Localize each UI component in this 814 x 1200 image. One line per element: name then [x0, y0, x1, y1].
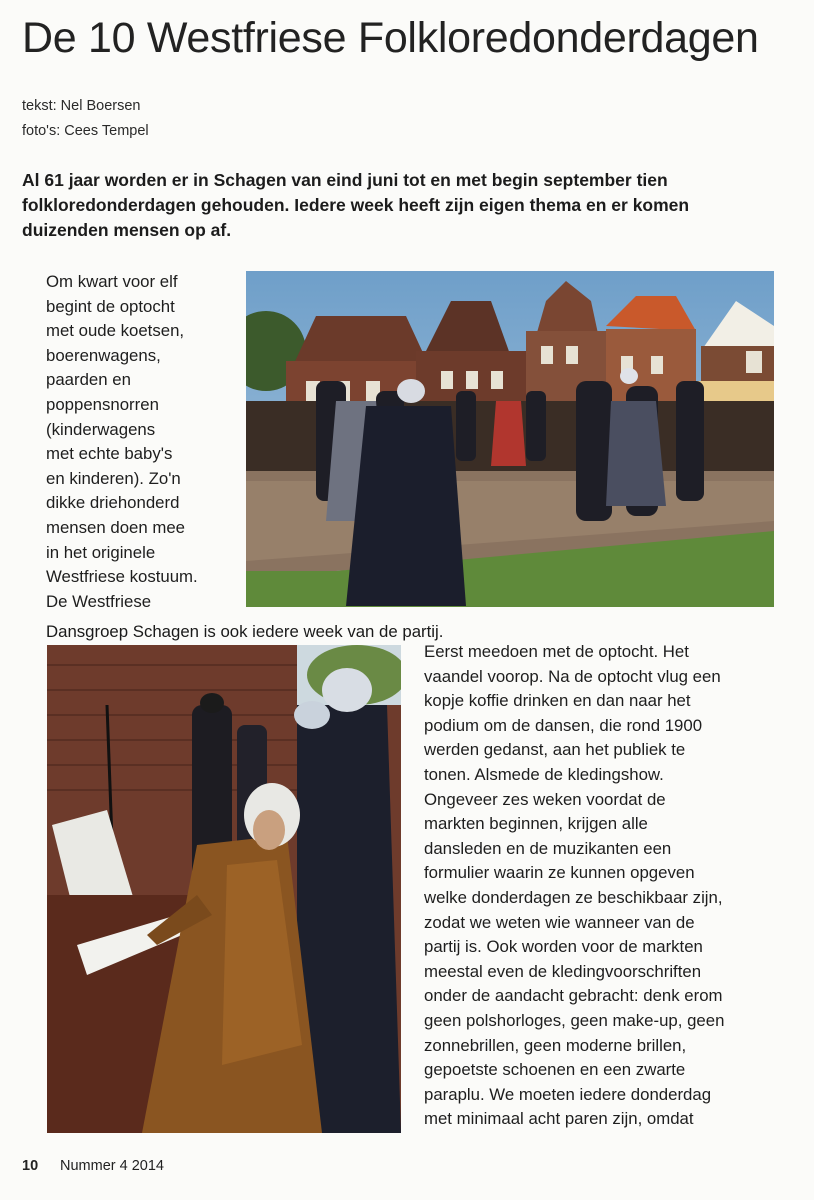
lead-paragraph: Al 61 jaar worden er in Schagen van eind juni tot en met begin september tien folkloredonderdagen gehouden. Iedere week heeft zijn eigen thema en er komen duizenden mensen op af. [22, 170, 690, 240]
issue-label: Nummer 4 2014 [60, 1158, 164, 1174]
column-1-text: Om kwart voor elf begint de optocht met oude koetsen, boerenwagens, paarden en poppensnorren (kinderwagens met echte baby's en kinderen). Zo'n dikke driehonderd mensen doen mee in het originele Westfriese kostuum. De Westfriese [46, 272, 198, 611]
photo-credit: foto's: Cees Tempel [22, 123, 149, 139]
text-credit: tekst: Nel Boersen [22, 98, 141, 114]
bridge-line: Dansgroep Schagen is ook iedere week van de partij. [46, 622, 444, 641]
column-2-text: Eerst meedoen met de optocht. Het vaandel voorop. Na de optocht vlug een kopje koffie drinken en dan naar het podium om de dansen, die rond 1900 werden gedanst, aan het publiek te tonen. Alsmede de kledingshow. Ongeveer zes weken voordat de markten beginnen, krijgen alle dansleden en de muzikanten een formulier waarin ze kunnen opgeven welke donderdagen ze beschikbaar zijn, zodat we weten wie wanneer van de partij is. Ook worden voor de markten meestal even de kledingvoorschriften onder de aandacht gebracht: denk erom geen polshorloges, geen make-up, geen zonnebrillen, geen moderne brillen, gepoetste schoenen en een zwarte paraplu. We moeten iedere donderdag met minimaal acht paren zijn, omdat [424, 642, 725, 1129]
article-title: De 10 Westfriese Folkloredonderdagen [22, 14, 759, 62]
photo-pianist [47, 645, 401, 1133]
photo-dancers-square [246, 271, 774, 607]
page-number: 10 [22, 1158, 39, 1174]
